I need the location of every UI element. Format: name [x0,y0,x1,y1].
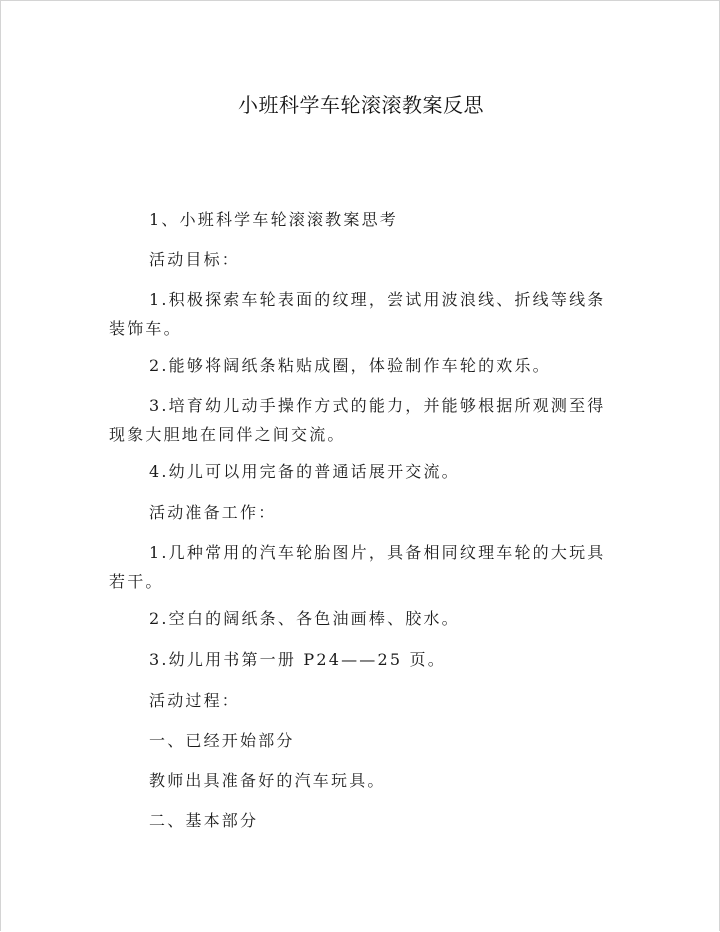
paragraph-prep-1: 1.几种常用的汽车轮胎图片，具备相同纹理车轮的大玩具若干。 [109,543,606,591]
paragraph-prep-2: 2.空白的阔纸条、各色油画棒、胶水。 [149,609,460,628]
paragraph-part-1: 一、已经开始部分 [149,731,295,750]
paragraph-goal-1: 1.积极探索车轮表面的纹理，尝试用波浪线、折线等线条装饰车。 [109,290,606,338]
paragraph-part-2: 二、基本部分 [149,811,259,830]
paragraph-goal-2: 2.能够将阔纸条粘贴成圈，体验制作车轮的欢乐。 [149,356,551,375]
paragraph-prep-label: 活动准备工作： [149,503,277,522]
paragraph-process-label: 活动过程： [149,691,241,710]
paragraph-part-1-text: 教师出具准备好的汽车玩具。 [149,771,386,790]
paragraph-prep-3: 3.幼儿用书第一册 P24——25 页。 [149,650,446,669]
paragraph-goals-label: 活动目标： [149,250,241,269]
paragraph-section-heading: 1、小班科学车轮滚滚教案思考 [149,210,398,229]
paragraph-goal-3: 3.培育幼儿动手操作方式的能力，并能够根据所观测至得现象大胆地在同伴之间交流。 [109,396,606,444]
document-title: 小班科学车轮滚滚教案反思 [238,93,484,117]
paragraph-goal-4: 4.幼儿可以用完备的普通话展开交流。 [149,462,460,481]
